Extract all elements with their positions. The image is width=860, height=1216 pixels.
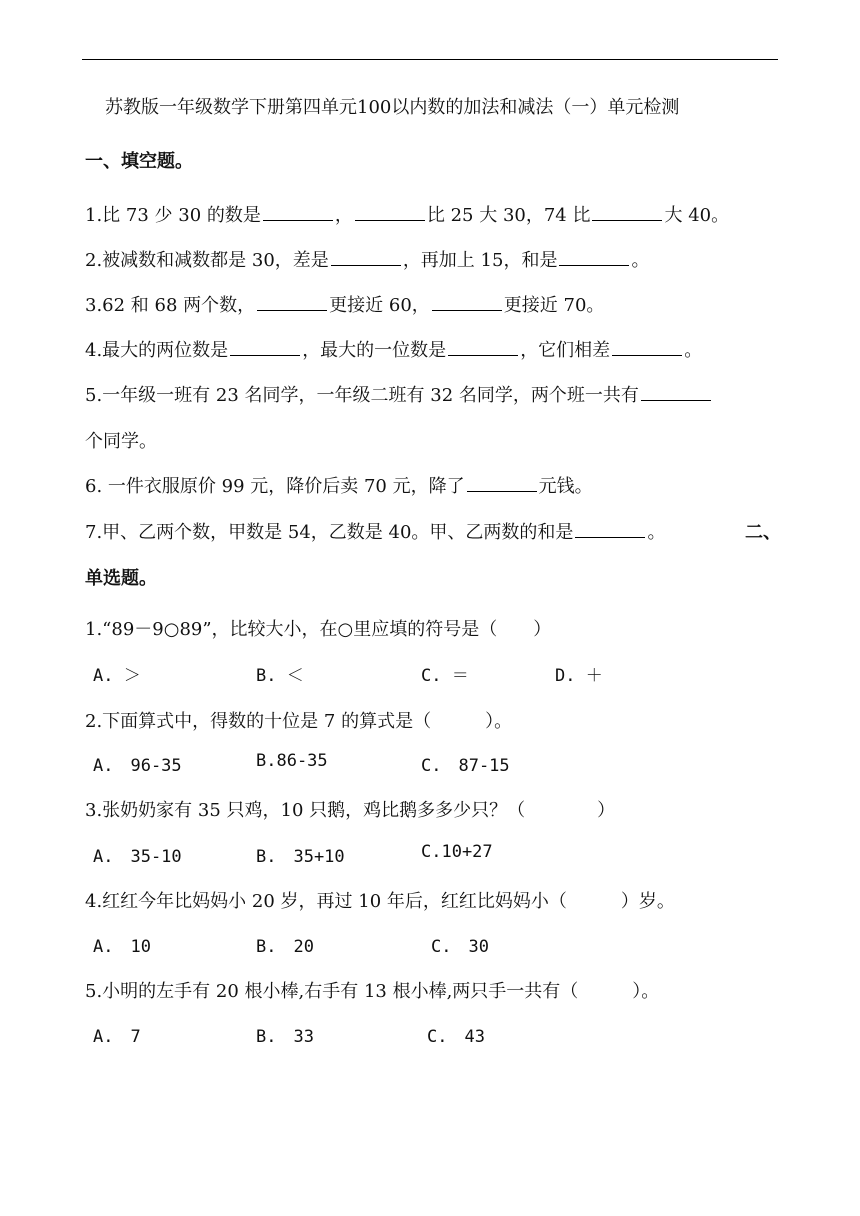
answer-blank[interactable] — [230, 339, 300, 356]
option-a[interactable]: A. ＞ — [93, 666, 141, 686]
fill-question-1: 1.比 73 少 30 的数是 ， 比 25 大 30，74 比 大 40。 — [85, 205, 730, 226]
option-a[interactable]: A. 96-35 — [93, 756, 182, 776]
option-b[interactable]: B. 20 — [256, 937, 314, 957]
answer-blank[interactable] — [263, 204, 333, 221]
option-b[interactable]: B.86-35 — [256, 751, 328, 771]
choice-question-4: 4.红红今年比妈妈小 20 岁，再过 10 年后，红红比妈妈小（ ）岁。 — [85, 891, 675, 912]
answer-blank[interactable] — [448, 339, 518, 356]
option-c[interactable]: C. 87-15 — [421, 756, 510, 776]
fill-question-3: 3.62 和 68 两个数， 更接近 60， 更接近 70。 — [85, 295, 605, 316]
option-c[interactable]: C. ＝ — [421, 666, 469, 686]
fill-question-4: 4.最大的两位数是 ，最大的一位数是 ，它们相差 。 — [85, 340, 703, 361]
option-a[interactable]: A. 35-10 — [93, 847, 182, 867]
fill-question-5: 5.一年级一班有 23 名同学，一年级二班有 32 名同学，两个班一共有 — [85, 381, 713, 407]
choice-question-3: 3.张奶奶家有 35 只鸡，10 只鹅，鸡比鹅多多少只？（ ） — [85, 800, 616, 821]
option-d[interactable]: D. ＋ — [555, 666, 603, 686]
section-single-choice-heading-start: 二、 — [745, 522, 781, 543]
answer-blank[interactable] — [559, 249, 629, 266]
fill-question-2: 2.被减数和减数都是 30，差是 ，再加上 15，和是 。 — [85, 250, 650, 271]
option-c[interactable]: C. 43 — [427, 1027, 485, 1047]
answer-blank[interactable] — [612, 339, 682, 356]
header-rule — [82, 59, 778, 60]
fill-question-7: 7.甲、乙两个数，甲数是 54，乙数是 40。甲、乙两数的和是 。 — [85, 522, 666, 543]
document-title: 苏教版一年级数学下册第四单元100以内数的加法和减法（一）单元检测 — [105, 97, 680, 118]
answer-blank[interactable] — [467, 475, 537, 492]
answer-blank[interactable] — [641, 384, 711, 401]
option-a[interactable]: A. 10 — [93, 937, 151, 957]
answer-blank[interactable] — [355, 204, 425, 221]
section-single-choice-heading: 单选题。 — [85, 568, 157, 589]
choice-question-5: 5.小明的左手有 20 根小棒,右手有 13 根小棒,两只手一共有（ ）。 — [85, 981, 660, 1002]
fill-question-6: 6. 一件衣服原价 99 元，降价后卖 70 元，降了 元钱。 — [85, 476, 593, 497]
option-b[interactable]: B. 33 — [256, 1027, 314, 1047]
option-c[interactable]: C. 30 — [431, 937, 489, 957]
answer-blank[interactable] — [575, 521, 645, 538]
answer-blank[interactable] — [592, 204, 662, 221]
option-c[interactable]: C.10+27 — [421, 842, 493, 862]
option-b[interactable]: B. 35+10 — [256, 847, 345, 867]
section-fill-blank-heading: 一、填空题。 — [85, 151, 193, 172]
choice-question-1: 1.“89－9○89”，比较大小，在○里应填的符号是（ ） — [85, 619, 552, 640]
choice-question-2: 2.下面算式中，得数的十位是 7 的算式是（ ）。 — [85, 711, 513, 732]
answer-blank[interactable] — [432, 294, 502, 311]
option-a[interactable]: A. 7 — [93, 1027, 141, 1047]
answer-blank[interactable] — [331, 249, 401, 266]
fill-question-5-continued: 个同学。 — [85, 431, 157, 452]
option-b[interactable]: B. ＜ — [256, 666, 304, 686]
answer-blank[interactable] — [257, 294, 327, 311]
